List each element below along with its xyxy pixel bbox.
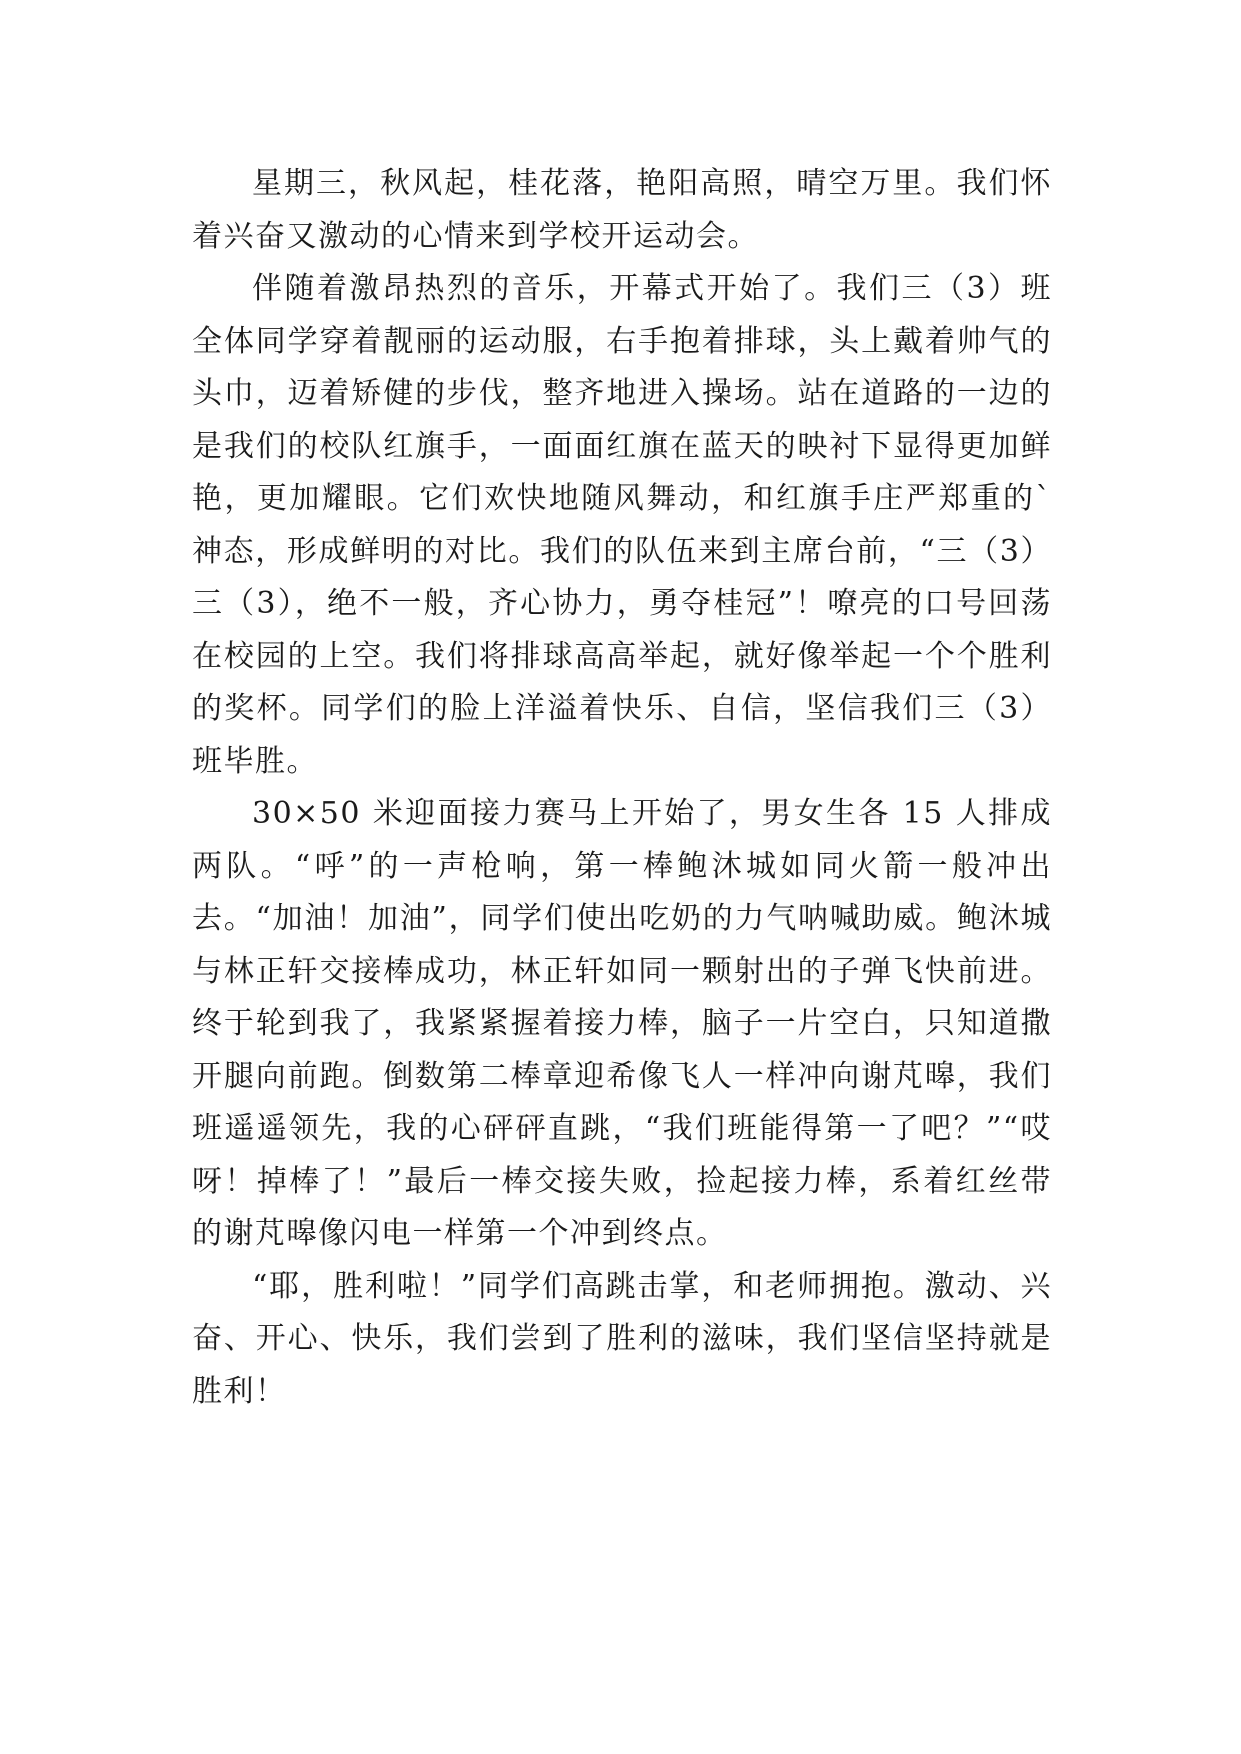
paragraph-4: “耶，胜利啦！”同学们高跳击掌，和老师拥抱。激动、兴奋、开心、快乐，我们尝到了胜利的滋味，我们坚信坚持就是胜利！ <box>192 1268 1052 1409</box>
document-body <box>192 158 1052 1418</box>
paragraph-3: 30×50 米迎面接力赛马上开始了，男女生各 15 人排成两队。“呼”的一声枪响，第一棒鲍沐城如同火箭一般冲出去。“加油！加油”，同学们使出吃奶的力气呐喊助威。鲍沐城与林正轩交接棒成功，林正轩如同一颗射出的子弹飞快前进。终于轮到我了，我紧紧握着接力棒，脑子一片空白，只知道撒开腿向前跑。倒数第二棒章迎希像飞人一样冲向谢芃暤，我们班遥遥领先，我的心砰砰直跳，“我们班能得第一了吧？”“哎呀！掉棒了！”最后一棒交接失败，捡起接力棒，系着红丝带的谢芃暤像闪电一样第一个冲到终点。 <box>192 796 1052 1251</box>
paragraph-2: 伴随着激昂热烈的音乐，开幕式开始了。我们三（3）班全体同学穿着靓丽的运动服，右手抱着排球，头上戴着帅气的头巾，迈着矫健的步伐，整齐地进入操场。站在道路的一边的是我们的校队红旗手，一面面红旗在蓝天的映衬下显得更加鲜艳，更加耀眼。它们欢快地随风舞动，和红旗手庄严郑重的`神态，形成鲜明的对比。我们的队伍来到主席台前，“三（3）三（3），绝不一般，齐心协力，勇夺桂冠”！嘹亮的口号回荡在校园的上空。我们将排球高高举起，就好像举起一个个胜利的奖杯。同学们的脸上洋溢着快乐、自信，坚信我们三（3）班毕胜。 <box>192 271 1052 779</box>
paragraph-1: 星期三，秋风起，桂花落，艳阳高照，晴空万里。我们怀着兴奋又激动的心情来到学校开运动会。 <box>192 166 1052 254</box>
